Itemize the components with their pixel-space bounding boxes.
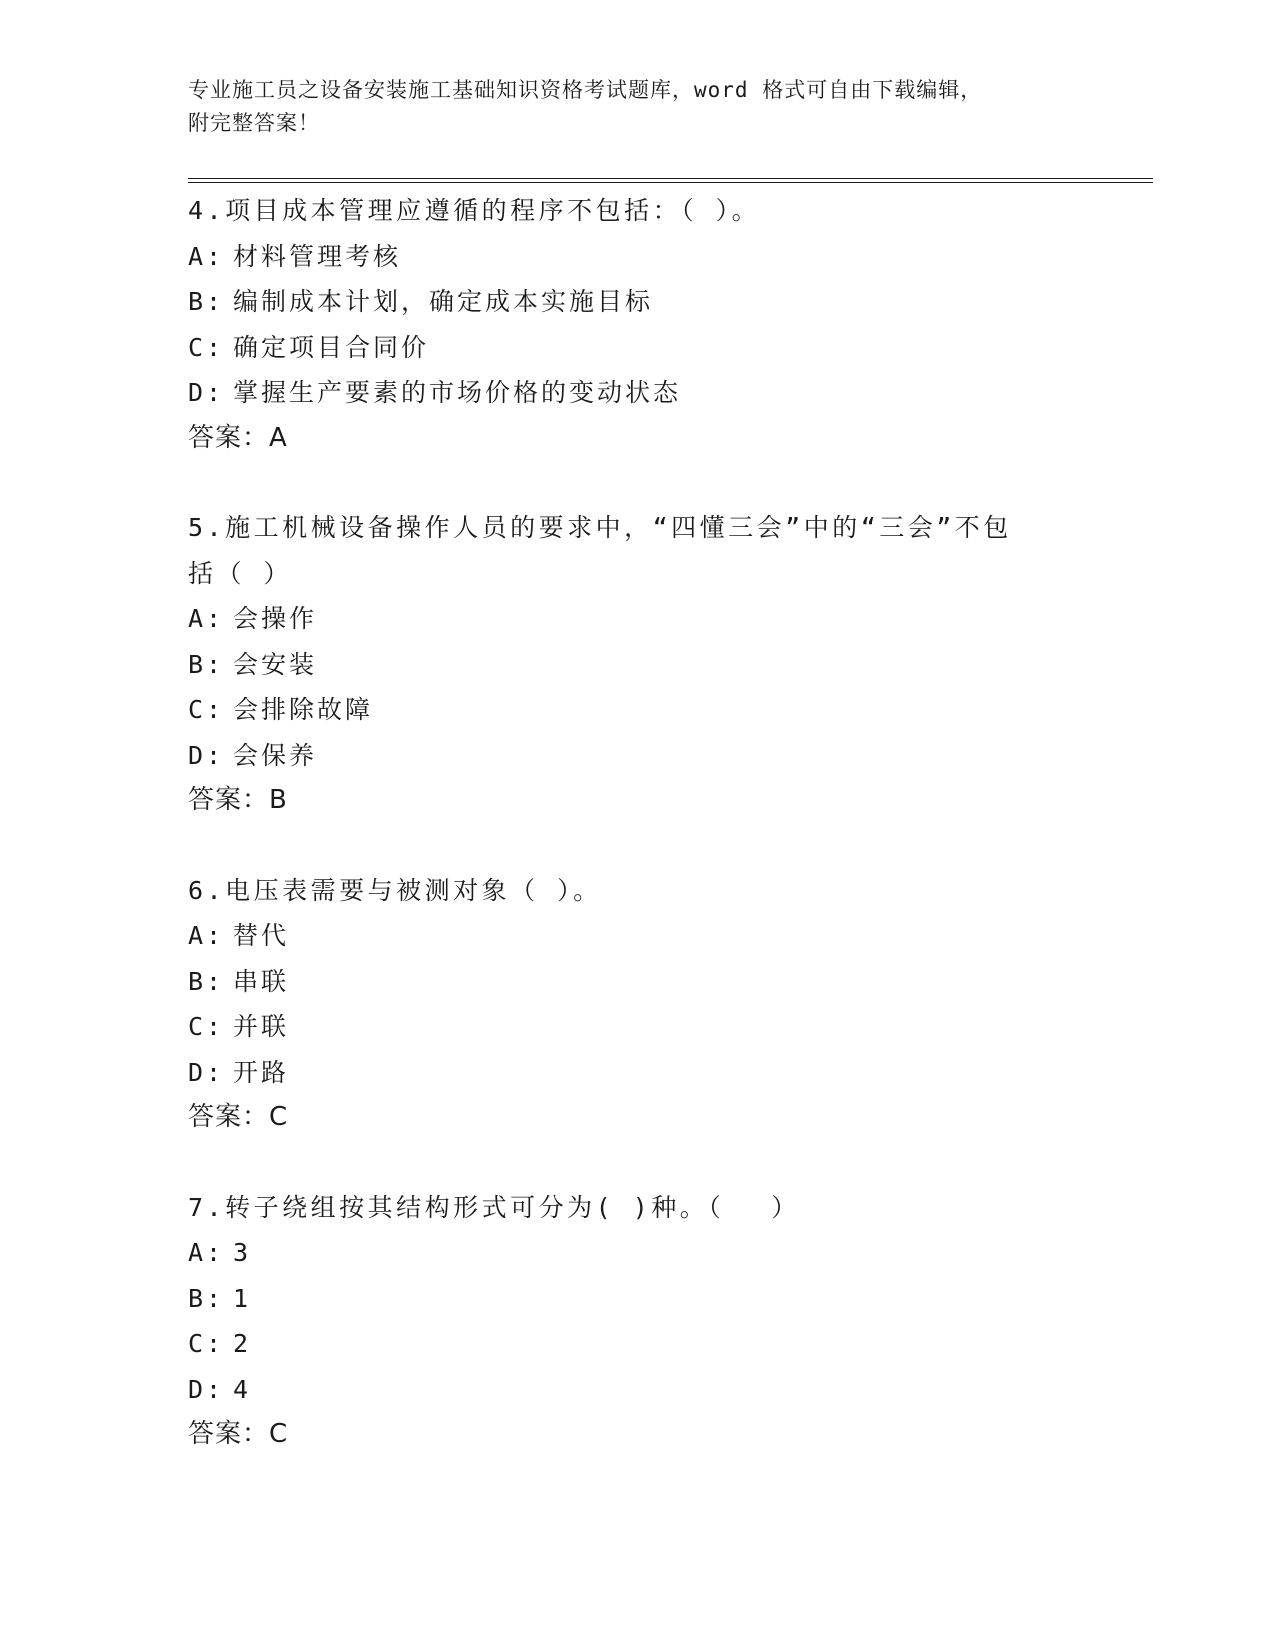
option-text: 开路 bbox=[233, 1057, 290, 1087]
option-key: D: bbox=[188, 1374, 225, 1404]
question-stem: 6.电压表需要与被测对象（ ）。 bbox=[188, 875, 602, 905]
option-c bbox=[188, 1321, 1088, 1367]
question-5 bbox=[188, 505, 1088, 824]
option-a bbox=[188, 596, 1088, 642]
option-key: D: bbox=[188, 1057, 225, 1087]
option-key: C: bbox=[188, 1329, 225, 1358]
option-d bbox=[188, 733, 1088, 779]
option-key: C: bbox=[188, 695, 225, 724]
header-double-rule bbox=[188, 178, 1153, 183]
option-key: B: bbox=[188, 649, 225, 679]
header-title-line-2: 附完整答案！ bbox=[188, 111, 320, 135]
option-text: 1 bbox=[233, 1283, 252, 1313]
option-d bbox=[188, 1050, 1088, 1096]
question-7 bbox=[188, 1185, 1088, 1458]
option-d bbox=[188, 1367, 1088, 1413]
option-text: 材料管理考核 bbox=[233, 241, 402, 271]
option-text: 会排除故障 bbox=[233, 695, 374, 724]
option-key: A: bbox=[188, 921, 225, 950]
option-text: 替代 bbox=[233, 921, 290, 950]
option-d bbox=[188, 370, 1088, 416]
option-key: D: bbox=[188, 740, 225, 770]
option-b bbox=[188, 642, 1088, 688]
option-key: A: bbox=[188, 604, 225, 633]
option-key: B: bbox=[188, 966, 225, 996]
question-stem: 5.施工机械设备操作人员的要求中，“四懂三会”中的“三会”不包 bbox=[188, 513, 1012, 542]
option-key: A: bbox=[188, 241, 225, 271]
question-4 bbox=[188, 188, 1088, 461]
question-stem-continued: 括（ ） bbox=[188, 558, 293, 588]
option-c bbox=[188, 687, 1088, 733]
option-b bbox=[188, 279, 1088, 325]
option-b bbox=[188, 1276, 1088, 1322]
option-text: 编制成本计划，确定成本实施目标 bbox=[233, 287, 654, 316]
document-header bbox=[188, 74, 1068, 140]
option-a bbox=[188, 234, 1088, 280]
option-key: B: bbox=[188, 287, 225, 316]
option-text: 串联 bbox=[233, 966, 290, 996]
option-text: 确定项目合同价 bbox=[233, 332, 430, 362]
answer-label: 答案：C bbox=[188, 1419, 289, 1449]
option-text: 会操作 bbox=[233, 604, 318, 633]
option-a bbox=[188, 913, 1088, 959]
option-text: 并联 bbox=[233, 1012, 290, 1041]
option-text: 3 bbox=[233, 1238, 252, 1267]
question-stem: 4.项目成本管理应遵循的程序不包括：（ ）。 bbox=[188, 196, 761, 225]
option-key: D: bbox=[188, 378, 225, 407]
question-stem: 7.转子绕组按其结构形式可分为( )种。（ ） bbox=[188, 1192, 800, 1222]
option-text: 会保养 bbox=[233, 740, 318, 770]
option-key: B: bbox=[188, 1283, 225, 1313]
question-6 bbox=[188, 868, 1088, 1141]
answer-label: 答案：A bbox=[188, 422, 288, 453]
option-key: A: bbox=[188, 1238, 225, 1267]
option-text: 4 bbox=[233, 1374, 252, 1404]
option-key: C: bbox=[188, 1012, 225, 1041]
option-a bbox=[188, 1230, 1088, 1276]
question-list bbox=[188, 188, 1088, 1502]
option-c bbox=[188, 325, 1088, 371]
answer-label: 答案：B bbox=[188, 785, 288, 815]
answer-label: 答案：C bbox=[188, 1102, 289, 1132]
option-c bbox=[188, 1004, 1088, 1050]
option-text: 2 bbox=[233, 1329, 252, 1358]
option-b bbox=[188, 959, 1088, 1005]
option-text: 掌握生产要素的市场价格的变动状态 bbox=[233, 378, 682, 407]
option-key: C: bbox=[188, 332, 225, 362]
option-text: 会安装 bbox=[233, 649, 318, 679]
header-title-line-1: 专业施工员之设备安装施工基础知识资格考试题库，word 格式可自由下载编辑， bbox=[188, 78, 983, 102]
